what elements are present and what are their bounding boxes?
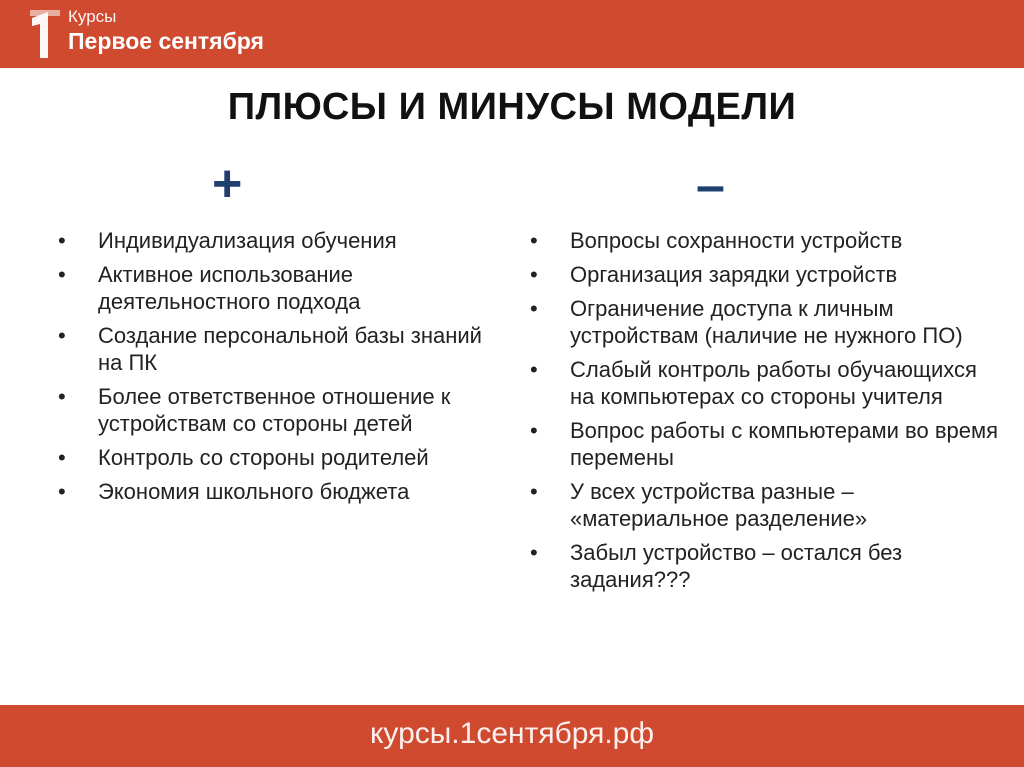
- bullet-icon: •: [530, 262, 538, 287]
- list-item: [530, 295, 1000, 349]
- list-item: [58, 478, 508, 505]
- bullet-icon: •: [58, 445, 66, 470]
- slide-title: ПЛЮСЫ И МИНУСЫ МОДЕЛИ: [227, 86, 797, 128]
- pros-item-text: Активное использование деятельностного подхода: [98, 262, 361, 314]
- footer-bar: [0, 705, 1024, 767]
- cons-item-text: Вопрос работы с компьютерами во время перемены: [570, 418, 999, 470]
- list-item: [530, 356, 1000, 410]
- bullet-icon: •: [530, 418, 538, 443]
- bullet-icon: •: [530, 228, 538, 253]
- cons-item-text: У всех устройства разные – «материальное разделение»: [570, 479, 868, 531]
- list-item: [530, 478, 1000, 532]
- cons-item-text: Слабый контроль работы обучающихся на компьютерах со стороны учителя: [570, 357, 977, 409]
- minus-sign-icon: –: [696, 157, 725, 215]
- list-item: [58, 444, 508, 471]
- bullet-icon: •: [58, 384, 66, 409]
- logo-small-text: Курсы: [68, 7, 117, 26]
- bullet-icon: •: [530, 479, 538, 504]
- list-item: [530, 261, 1000, 288]
- pros-item-text: Создание персональной базы знаний на ПК: [98, 323, 482, 375]
- pros-item-text: Экономия школьного бюджета: [98, 479, 410, 504]
- bullet-icon: •: [530, 296, 538, 321]
- pros-item-text: Индивидуализация обучения: [98, 228, 397, 253]
- header-bar: [0, 0, 1024, 68]
- logo-big-text: Первое сентября: [68, 28, 264, 54]
- pros-item-text: Более ответственное отношение к устройствам со стороны детей: [98, 384, 451, 436]
- bullet-icon: •: [530, 540, 538, 565]
- logo-text: [68, 7, 264, 55]
- pros-item-text: Контроль со стороны родителей: [98, 445, 429, 470]
- footer-site-text: курсы.1сентября.рф: [369, 717, 655, 750]
- list-item: [58, 261, 508, 315]
- bullet-icon: •: [58, 228, 66, 253]
- list-item: [58, 227, 508, 254]
- cons-item-text: Забыл устройство – остался без задания???: [570, 540, 903, 592]
- logo-icon: [28, 8, 62, 60]
- cons-item-text: Организация зарядки устройств: [570, 262, 898, 287]
- bullet-icon: •: [530, 357, 538, 382]
- list-item: [58, 383, 508, 437]
- list-item: [530, 417, 1000, 471]
- list-item: [530, 539, 1000, 593]
- list-item: [58, 322, 508, 376]
- cons-item-text: Ограничение доступа к личным устройствам (наличие не нужного ПО): [570, 296, 963, 348]
- cons-item-text: Вопросы сохранности устройств: [570, 228, 903, 253]
- bullet-icon: •: [58, 323, 66, 348]
- bullet-icon: •: [58, 479, 66, 504]
- pros-list: [58, 227, 508, 512]
- list-item: [530, 227, 1000, 254]
- bullet-icon: •: [58, 262, 66, 287]
- plus-sign-icon: +: [212, 155, 243, 213]
- cons-list: [530, 227, 1000, 600]
